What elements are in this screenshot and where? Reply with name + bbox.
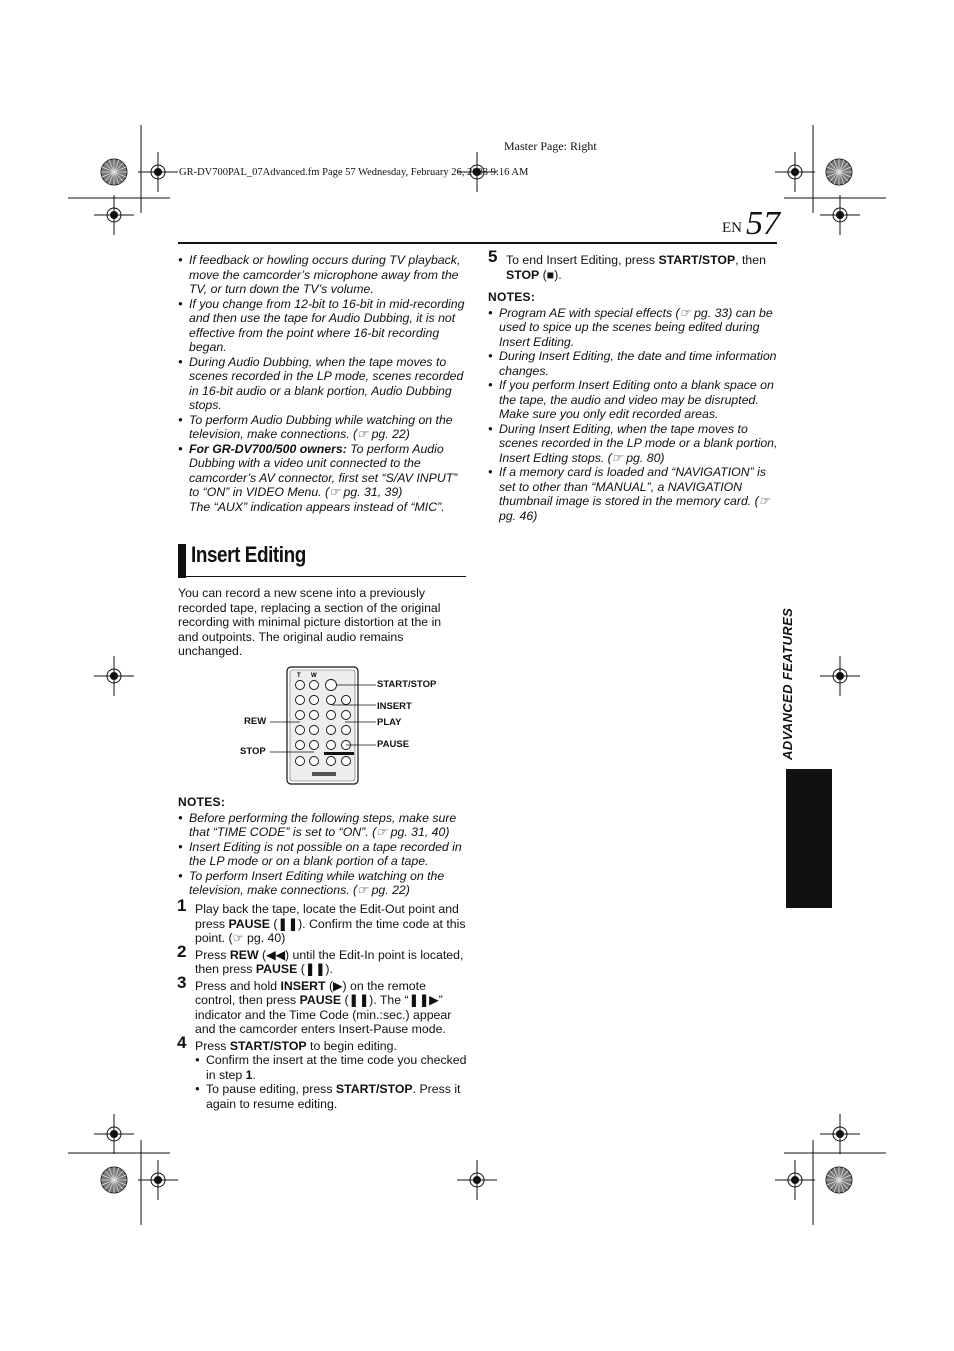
list-item: ● During Audio Dubbing, when the tape moves to scenes recorded in the LP mode, scenes recorded in 16-bit audio or a blank portion, Audio Dubbing stops. xyxy=(178,355,466,413)
list-item: ● If you change from 12-bit to 16-bit in mid-recording and then use the tape for Audio Dubbing, it is not effective from the point where 16-bit recording began. xyxy=(178,297,466,355)
step-text: Press xyxy=(195,947,230,962)
list-item: ● To perform Audio Dubbing while watching on the television, make connections. (☞ pg. 22) xyxy=(178,413,466,442)
step-number: 5 xyxy=(488,247,498,266)
step-keyword: PAUSE xyxy=(299,993,342,1007)
stop-label: STOP xyxy=(240,746,266,757)
step-text: (❚❚). The “❚❚▶” indicator and the Time Code (min.:sec.) appear and the camcorder enters Insert-Pause mode. xyxy=(195,993,452,1036)
step-text: . xyxy=(252,1067,256,1082)
steps-list xyxy=(177,896,467,1113)
step-keyword: PAUSE xyxy=(255,962,298,976)
step-keyword: START/STOP xyxy=(229,1038,307,1053)
sidebar-section-label xyxy=(780,607,804,760)
step-keyword: PAUSE xyxy=(228,916,270,931)
step-keyword: START/STOP xyxy=(658,253,736,267)
step-text: Press xyxy=(195,1038,230,1053)
step-number: 1 xyxy=(177,896,187,915)
step-keyword: START/STOP xyxy=(335,1082,413,1096)
step-5 xyxy=(488,247,778,282)
start-stop-label: START/STOP xyxy=(377,679,437,690)
insert-label: INSERT xyxy=(377,701,412,712)
notes-heading: NOTES: xyxy=(488,290,536,304)
sidebar-tab xyxy=(786,769,832,908)
master-page-label: Master Page: Right xyxy=(504,139,597,153)
step-text: Confirm the insert at the time code you checked in step xyxy=(206,1053,467,1082)
gr-note-text: To perform Audio Dubbing with a video unit connected to the camcorder’s AV connector, first set “S/AV INPUT” to “ON” in VIDEO Menu. (☞ pg. 31, 39) xyxy=(189,441,458,499)
list-item: ● During Insert Editing, the date and time information changes. xyxy=(488,349,778,378)
step-number: 2 xyxy=(177,941,187,961)
language-code: EN xyxy=(722,220,742,236)
page-number: 57 xyxy=(746,205,780,242)
list-item: ● During Insert Editing, when the tape moves to scenes recorded in the LP mode or a blank portion, Insert Edting stops. (☞ pg. 80) xyxy=(488,422,778,466)
step-text: (▶) on the remote control, then press xyxy=(195,978,426,1007)
list-item xyxy=(195,1053,467,1082)
pause-label: PAUSE xyxy=(377,739,410,750)
notes-heading: NOTES: xyxy=(178,795,226,809)
step-text: (◀◀) until the Edit-In point is located, then press xyxy=(195,947,464,976)
step-keyword: STOP xyxy=(506,267,540,282)
step-text: (■). xyxy=(539,267,562,282)
remote-w-label: W xyxy=(311,673,317,679)
step-text: (❚❚). xyxy=(297,962,333,976)
rew-label: REW xyxy=(244,716,267,727)
file-info-line: GR-DV700PAL_07Advanced.fm Page 57 Wednesday, February 26, 2003 9:16 AM xyxy=(179,167,529,178)
step-1 xyxy=(177,896,467,946)
step-keyword: INSERT xyxy=(280,978,326,993)
step-text: Play back the tape, locate the Edit-Out point and press xyxy=(195,902,459,931)
list-item: ● Insert Editing is not possible on a tape recorded in the LP mode or on a blank portion of a tape. xyxy=(178,840,466,869)
section-title: Insert Editing xyxy=(191,542,306,567)
play-label: PLAY xyxy=(377,717,402,728)
step-text: . Press it again to resume editing. xyxy=(206,1082,461,1111)
step-2 xyxy=(177,941,467,977)
step-text: to begin editing. xyxy=(306,1038,397,1053)
step-4 xyxy=(177,1032,467,1112)
step-keyword: REW xyxy=(229,947,259,962)
step-text: , then xyxy=(735,253,766,267)
gr-note-lead: For GR-DV700/500 owners: xyxy=(189,441,347,456)
step-text: Press and hold xyxy=(195,978,281,993)
list-item: ● If feedback or howling occurs during TV playback, move the camcorder’s microphone away from the TV, or turn down the TV’s volume. xyxy=(178,253,466,297)
sidebar-label-text: ADVANCED FEATURES xyxy=(780,607,795,760)
step-3 xyxy=(177,972,467,1037)
step-number: 3 xyxy=(177,972,187,992)
step-text: (❚❚). Confirm the time code at this point. (☞ pg. 40) xyxy=(195,916,466,945)
list-item: ● To perform Insert Editing while watching on the television, make connections. (☞ pg. 22) xyxy=(178,869,466,898)
step-text: To end Insert Editing, press xyxy=(506,253,659,267)
notes-left xyxy=(178,795,466,898)
notes-right xyxy=(488,290,778,523)
list-item: ● If you perform Insert Editing onto a blank space on the tape, the audio and video may be disrupted. Make sure you only edit recorded areas. xyxy=(488,378,778,422)
list-item: ● Program AE with special effects (☞ pg. 33) can be used to spice up the scenes being edited during Insert Editing. xyxy=(488,306,778,350)
list-item xyxy=(195,1082,467,1111)
gr-note-extra: The “AUX” indication appears instead of “MIC”. xyxy=(189,499,445,514)
list-item: ● Before performing the following steps, make sure that “TIME CODE” is set to “ON”. (☞ pg. 31, 40) xyxy=(178,811,466,840)
step-5-block xyxy=(488,247,778,284)
step-text: To pause editing, press xyxy=(206,1082,336,1096)
step-number: 4 xyxy=(177,1032,187,1052)
step-keyword: 1 xyxy=(245,1067,253,1082)
list-item: ● If a memory card is loaded and “NAVIGATION” is set to other than “MANUAL”, a NAVIGATION thumbnail image is stored in the memory card. (☞ pg. 46) xyxy=(488,465,778,523)
remote-t-label: T xyxy=(297,673,301,679)
section-intro: You can record a new scene into a previously recorded tape, replacing a section of the original recording with minimal picture distortion at the in and outpoints. The original audio remains unchanged. xyxy=(178,586,442,658)
